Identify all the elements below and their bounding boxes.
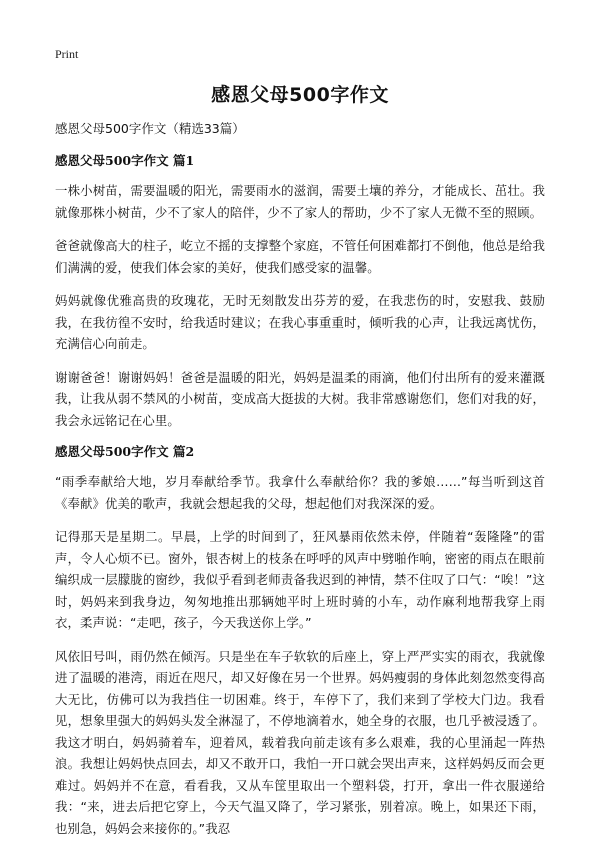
paragraph: 谢谢爸爸！谢谢妈妈！爸爸是温暖的阳光，妈妈是温柔的雨滴，他们付出所有的爱来灌溉我，让我从弱不禁风的小树苗，变成高大挺拔的大树。我非常感谢您们，您们对我的好，我会永远铭记在心里。	[55, 369, 545, 428]
essay-section-1	[55, 152, 545, 431]
section-heading: 感恩父母500字作文 篇2	[55, 444, 195, 459]
document-subtitle: 感恩父母500字作文（精选33篇）	[55, 121, 245, 136]
paragraph: 爸爸就像高大的柱子，屹立不摇的支撑整个家庭，不管任何困难都打不倒他，他总是给我们满满的爱，使我们体会家的美好，使我们感受家的温馨。	[55, 238, 545, 275]
paragraph: “雨季奉献给大地，岁月奉献给季节。我拿什么奉献给你？我的爹娘……”每当听到这首《奉献》优美的歌声，我就会想起我的父母，想起他们对我深深的爱。	[55, 474, 545, 511]
document-title: 感恩父母500字作文	[211, 84, 389, 106]
document-body	[55, 120, 545, 851]
paragraph: 风依旧号叫，雨仍然在倾泻。只是坐在车子软软的后座上，穿上严严实实的雨衣，我就像进了温暖的港湾，雨近在咫尺，却又好像在另一个世界。妈妈瘦弱的身体此刻忽然变得高大无比，仿佛可以为我挡住一切困难。终于，车停下了，我们来到了学校大门边。我看见，想象里强大的妈妈头发全淋湿了，不停地滴着水，她全身的衣服，也几乎被浸透了。我这才明白，妈妈骑着车，迎着风，载着我向前走该有多么艰难，我的心里涌起一阵热浪。我想让妈妈快点回去，却又不敢开口，我怕一开口就会哭出声来，这样妈妈反而会更难过。妈妈并不在意，看看我，又从车筐里取出一个塑料袋，打开，拿出一件衣服递给我：“来，进去后把它穿上，今天气温又降了，学习紧张，别着凉。晚上，如果还下雨，也别急，妈妈会来接你的。”我忍	[55, 648, 545, 836]
print-link[interactable]: Print	[55, 47, 79, 61]
paragraph: 一株小树苗，需要温暖的阳光，需要雨水的滋润，需要土壤的养分，才能成长、茁壮。我就像那株小树苗，少不了家人的陪伴，少不了家人的帮助，少不了家人无微不至的照顾。	[55, 183, 545, 220]
paragraph: 记得那天是星期二。早晨，上学的时间到了，狂风暴雨依然未停，伴随着“轰隆隆”的雷声，令人心烦不已。窗外，银杏树上的枝条在呼呼的风声中劈啪作响，密密的雨点在眼前编织成一层朦胧的窗纱，我似乎看到老师责备我迟到的神情，禁不住叹了口气：“唉！”这时，妈妈来到我身边，匆匆地推出那辆她平时上班时骑的小车，动作麻利地帮我穿上雨衣，柔声说：“走吧，孩子，今天我送你上学。”	[55, 529, 545, 630]
section-heading: 感恩父母500字作文 篇1	[55, 153, 195, 168]
paragraph: 妈妈就像优雅高贵的玫瑰花，无时无刻散发出芬芳的爱，在我悲伤的时，安慰我、鼓励我，在我彷徨不安时，给我适时建议；在我心事重重时，倾听我的心声，让我远离忧伤，充满信心向前走。	[55, 293, 545, 351]
essay-section-2	[55, 443, 545, 839]
